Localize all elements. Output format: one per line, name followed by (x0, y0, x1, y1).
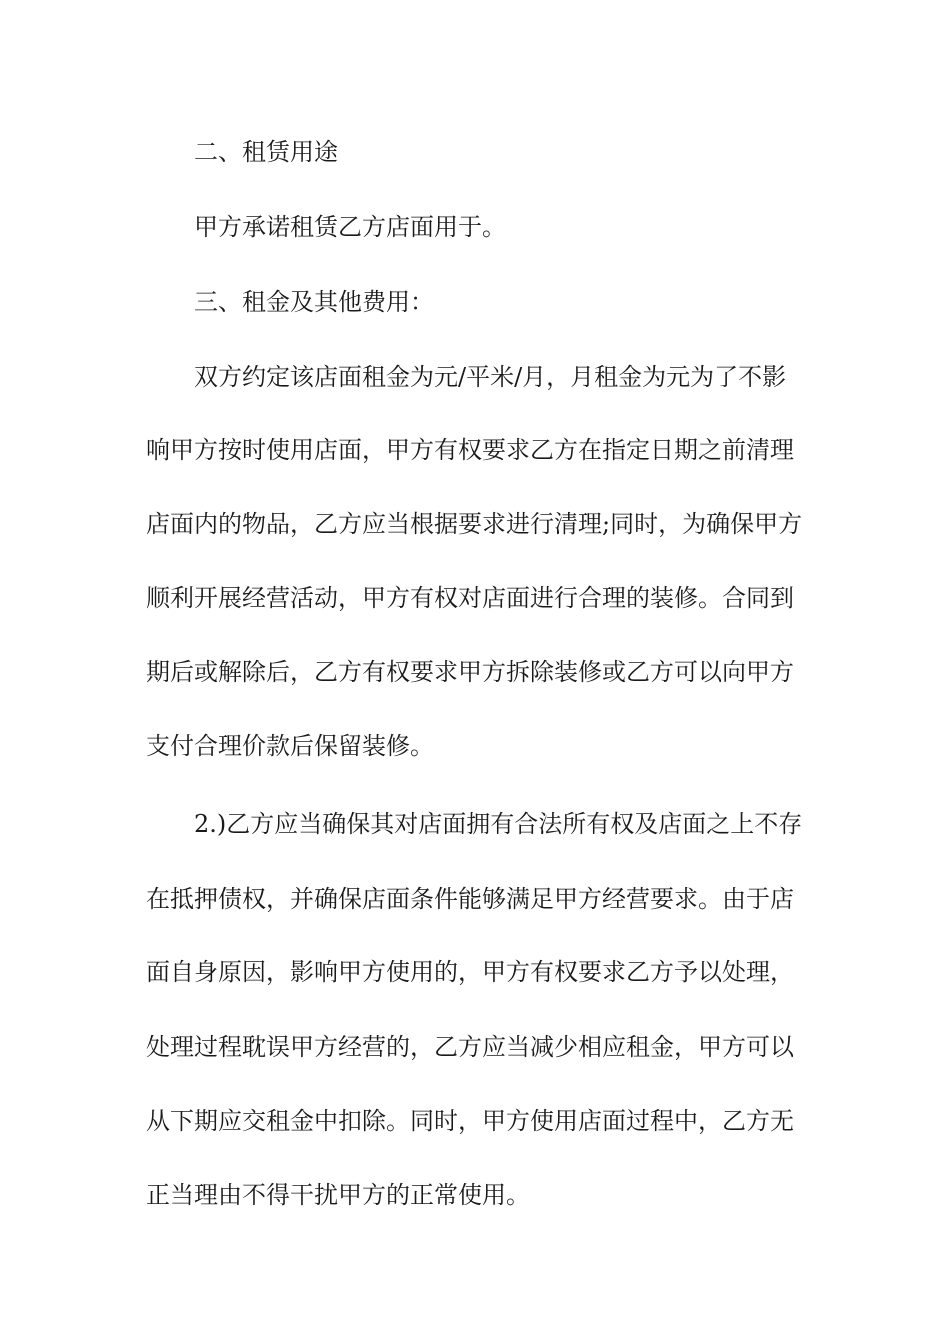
section-heading: 三、租金及其他费用： (194, 288, 434, 316)
paragraph-line: 2.)乙方应当确保其对店面拥有合法所有权及店面之上不存 (194, 810, 803, 838)
paragraph-line: 正当理由不得干扰甲方的正常使用。 (146, 1181, 530, 1209)
paragraph-line: 处理过程耽误甲方经营的，乙方应当减少相应租金，甲方可以 (146, 1033, 794, 1061)
paragraph-line: 双方约定该店面租金为元/平米/月，月租金为元为了不影 (194, 363, 787, 391)
paragraph-line: 支付合理价款后保留装修。 (146, 732, 434, 760)
paragraph-line: 响甲方按时使用店面，甲方有权要求乙方在指定日期之前清理 (146, 436, 794, 464)
paragraph-line: 面自身原因，影响甲方使用的，甲方有权要求乙方予以处理， (146, 958, 794, 986)
paragraph-line: 店面内的物品，乙方应当根据要求进行清理;同时，为确保甲方 (146, 510, 803, 538)
paragraph-line: 顺利开展经营活动，甲方有权对店面进行合理的装修。合同到 (146, 584, 794, 612)
section-heading: 二、租赁用途 (194, 138, 338, 166)
paragraph-line: 从下期应交租金中扣除。同时，甲方使用店面过程中，乙方无 (146, 1107, 794, 1135)
paragraph-line: 在抵押债权，并确保店面条件能够满足甲方经营要求。由于店 (146, 885, 794, 913)
paragraph-line: 甲方承诺租赁乙方店面用于。 (194, 213, 506, 241)
paragraph-line: 期后或解除后，乙方有权要求甲方拆除装修或乙方可以向甲方 (146, 658, 794, 686)
